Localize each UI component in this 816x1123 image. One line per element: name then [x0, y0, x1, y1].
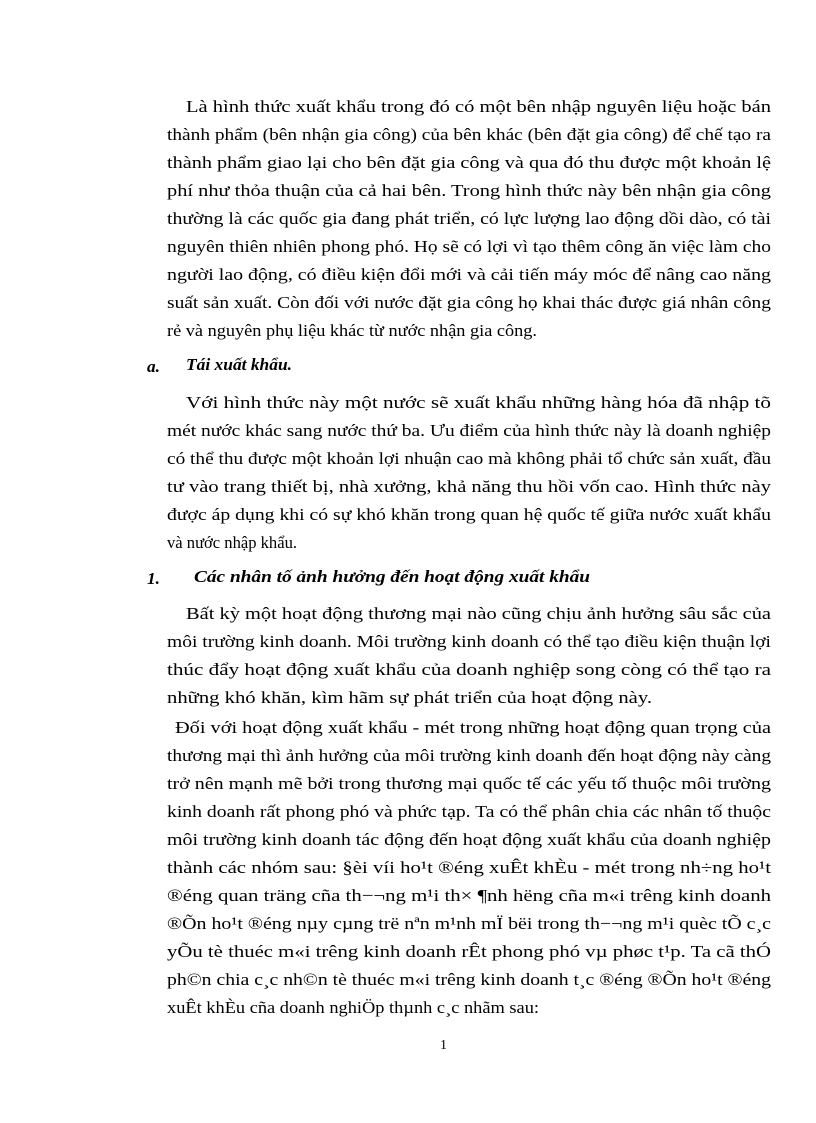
heading-1-marker: 1.	[147, 569, 160, 588]
text-line: phí như thỏa thuận của cả hai bên. Trong hình thức này bên nhận gia công	[167, 181, 771, 200]
text-line: mét nước khác sang nước thứ ba. Ưu điểm của hình thức này là doanh nghiệp	[167, 421, 771, 440]
text-line: môi trường kinh doanh tác động đến hoạt động xuất khẩu của doanh nghiệp	[167, 830, 771, 849]
text-line: ®Õn ho¹t ®éng nµy cµng trë nªn m¹nh mÏ bëi trong th−¬ng m¹i quèc tÕ c¸c	[167, 914, 771, 933]
text-line: thường là các quốc gia đang phát triển, có lực lượng lao động dồi dào, có tài	[167, 209, 771, 228]
heading-a-marker: a.	[147, 357, 160, 376]
text-line: thành các nhóm sau: §èi víi ho¹t ®éng xuÊt khÈu - mét trong nh÷ng ho¹t	[167, 858, 771, 877]
text-line: yÕu tè thuéc m«i trêng kinh doanh rÊt phong phó vµ phøc t¹p. Ta cã thÓ	[167, 942, 771, 961]
text-line: kinh doanh rất phong phó và phức tạp. Ta có thể phân chia các nhân tố thuộc	[167, 802, 771, 821]
text-line: môi trường kinh doanh. Môi trường kinh doanh có thể tạo điều kiện thuận lợi	[167, 632, 771, 651]
text-line: nguyên thiên nhiên phong phó. Họ sẽ có lợi vì tạo thêm công ăn việc làm cho	[167, 237, 771, 256]
text-line: thành phẩm (bên nhận gia công) của bên khác (bên đặt gia công) để chế tạo ra	[167, 125, 771, 144]
text-line: xuÊt khÈu cña doanh nghiÖp thµnh c¸c nhãm sau:	[167, 998, 539, 1017]
heading-1-title: Các nhân tố ảnh hưởng đến hoạt động xuất khẩu	[194, 567, 590, 586]
text-line: và nước nhập khẩu.	[167, 533, 297, 552]
text-line: Là hình thức xuất khẩu trong đó có một bên nhập nguyên liệu hoặc bán	[186, 97, 771, 116]
text-line: Bất kỳ một hoạt động thương mại nào cũng chịu ảnh hưởng sâu sắc của	[186, 604, 771, 623]
text-line: những khó khăn, kìm hãm sự phát triển của hoạt động này.	[167, 688, 652, 707]
text-line: Đối với hoạt động xuất khẩu - mét trong những hoạt động quan trọng của	[175, 718, 771, 737]
page-number: 1	[440, 1038, 447, 1053]
text-line: thương mại thì ảnh hưởng của môi trường kinh doanh đến hoạt động này càng	[167, 746, 772, 765]
text-line: thúc đẩy hoạt động xuất khẩu của doanh nghiệp song còng có thể tạo ra	[167, 660, 771, 679]
heading-a-title: Tái xuất khẩu.	[186, 355, 292, 374]
text-line: Với hình thức này một nước sẽ xuất khẩu những hàng hóa đã nhập tõ	[186, 393, 771, 412]
text-line: được áp dụng khi có sự khó khăn trong quan hệ quốc tế giữa nước xuất khẩu	[167, 505, 771, 524]
text-line: suất sản xuất. Còn đối với nước đặt gia công họ khai thác được giá nhân công	[167, 293, 771, 312]
text-line: ®éng quan träng cña th−¬ng m¹i th× ¶nh hëng cña m«i trêng kinh doanh	[167, 886, 771, 905]
text-line: ph©n chia c¸c nh©n tè thuéc m«i trêng kinh doanh t¸c ®éng ®Õn ho¹t ®éng	[167, 970, 771, 989]
text-line: tư vào trang thiết bị, nhà xưởng, khả năng thu hồi vốn cao. Hình thức này	[167, 477, 771, 496]
text-line: trở nên mạnh mẽ bởi trong thương mại quốc tế các yếu tố thuộc môi trường	[167, 774, 771, 793]
text-line: thành phẩm giao lại cho bên đặt gia công và qua đó thu được một khoản lệ	[167, 153, 771, 172]
text-line: rẻ và nguyên phụ liệu khác từ nước nhận gia công.	[167, 321, 537, 340]
text-line: có thể thu được một khoản lợi nhuận cao mà không phải tổ chức sản xuất, đầu	[167, 449, 771, 468]
text-line: người lao động, có điều kiện đổi mới và cải tiến máy móc để nâng cao năng	[167, 265, 771, 284]
